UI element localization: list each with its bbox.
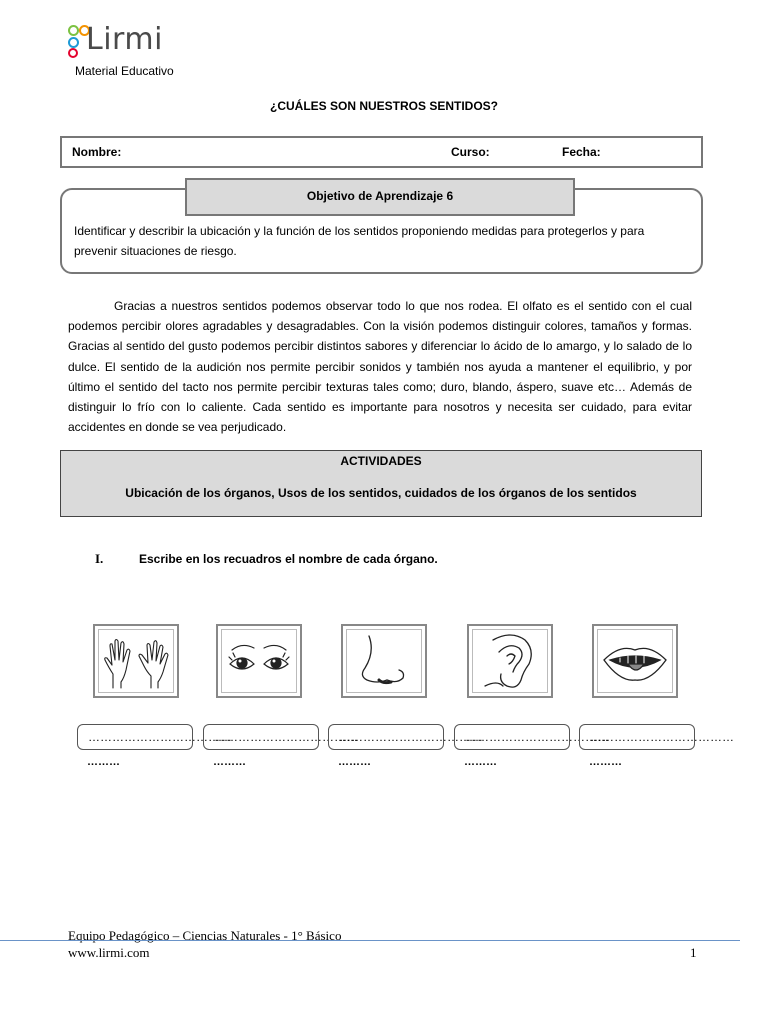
page-title: ¿CUÁLES SON NUESTROS SENTIDOS? — [269, 99, 499, 113]
organ-picture-eyes — [216, 624, 302, 698]
answer-tail-3: ……… — [338, 756, 371, 768]
answer-tail-4: ……… — [464, 756, 497, 768]
exercise-number: I. — [95, 551, 104, 566]
answer-tail-5: ……… — [589, 756, 622, 768]
objective-text: Identificar y describir la ubicación y la función de los sentidos proponiendo medidas para protegerlos y para prevenir situaciones de riesgo. — [74, 224, 645, 258]
course-label: Curso: — [451, 145, 490, 159]
hands-icon — [99, 630, 173, 692]
page-number: 1 — [690, 945, 697, 960]
nose-icon — [347, 630, 421, 692]
answer-box-1[interactable]: ……………………………… — [77, 724, 193, 750]
answer-box-2[interactable]: ……………………………… — [203, 724, 319, 750]
logo-text: Lirmi — [86, 22, 163, 57]
date-label: Fecha: — [562, 145, 601, 159]
intro-paragraph: Gracias a nuestros sentidos podemos observar todo lo que nos rodea. El olfato es el sentido con el cual podemos percibir olores agradables y desagradables. Con la visión podemos distinguir colores, tamaños y formas. Gracias al sentido del gusto podemos percibir distintos sabores y diferenciar lo ácido de lo amargo, y lo salado de lo dulce. El sentido de la audición nos permite percibir sonidos y también nos ayuda a mantener el equilibrio, y por último el sentido del tacto nos permite percibir texturas tales como; duro, blando, áspero, suave etc… Además de distinguir lo frío con lo caliente. Cada sentido es importante para nosotros y necesita ser cuidado, para evitar accidentes en donde se vea perjudicado. — [68, 299, 692, 435]
organ-picture-mouth — [592, 624, 678, 698]
activities-heading: ACTIVIDADES — [340, 454, 422, 468]
organ-picture-nose — [341, 624, 427, 698]
mouth-icon — [598, 630, 672, 692]
eyes-icon — [222, 630, 296, 692]
answer-box-3[interactable]: ……………………………… — [328, 724, 444, 750]
answer-box-5[interactable]: ……………………………… — [579, 724, 695, 750]
ear-icon — [473, 630, 547, 692]
organ-picture-ear — [467, 624, 553, 698]
activities-subtitle: Ubicación de los órganos, Usos de los sentidos, cuidados de los órganos de los sentidos — [125, 486, 637, 500]
answer-box-4[interactable]: ……………………………… — [454, 724, 570, 750]
lirmi-logo — [68, 22, 188, 62]
answer-tail-2: ……… — [213, 756, 246, 768]
exercise-instruction: Escribe en los recuadros el nombre de cada órgano. — [139, 552, 438, 566]
footer-team: Equipo Pedagógico – Ciencias Naturales - 1° Básico — [68, 928, 342, 943]
material-educativo-label: Material Educativo — [75, 64, 174, 78]
footer-website[interactable]: www.lirmi.com — [68, 945, 150, 960]
name-label: Nombre: — [72, 145, 122, 159]
organ-picture-hands — [93, 624, 179, 698]
objective-heading: Objetivo de Aprendizaje 6 — [185, 178, 575, 216]
answer-tail-1: ……… — [87, 756, 120, 768]
footer-divider — [0, 940, 740, 941]
activities-box — [60, 450, 702, 517]
student-info-box — [60, 136, 703, 168]
